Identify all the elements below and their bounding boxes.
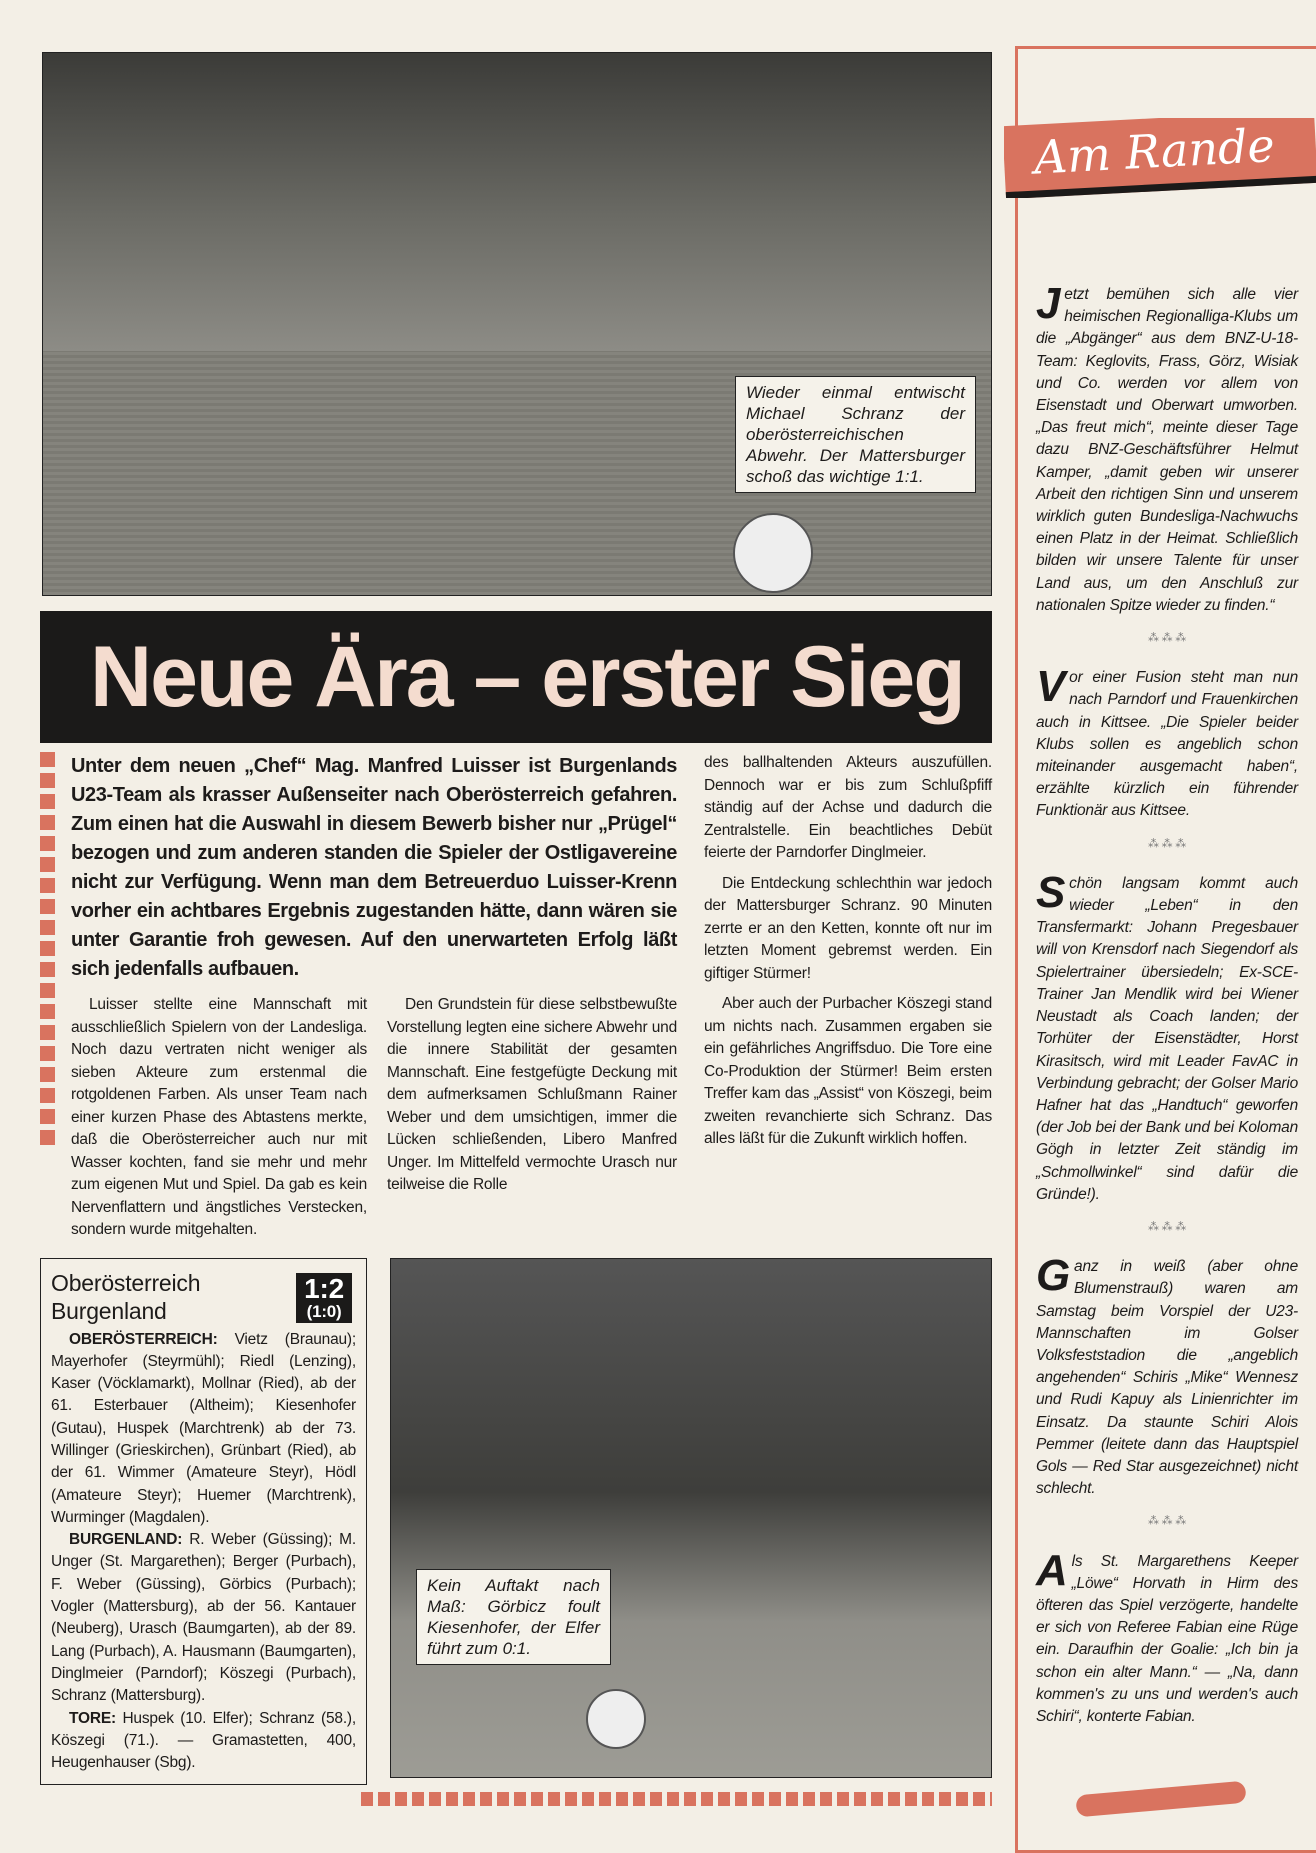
red-square [40,962,55,977]
red-square-strip [361,1792,992,1806]
article-area [40,752,992,1806]
body-column-3 [704,752,992,1250]
photo-caption: Kein Auftakt nach Maß: Görbicz foult Kiesenhofer, der Elfer führt zum 0:1. [416,1569,611,1665]
home-label: OBERÖSTERREICH: [69,1330,218,1348]
match-result-box [40,1258,367,1786]
red-square-column [40,752,55,1250]
red-square [40,878,55,893]
separator-stars: ⁂ ⁂ ⁂ [1147,1515,1187,1528]
goals-text: Huspek (10. Elfer); Schranz (58.), Köszegi (71.). — Gramastetten, 400, Heugenhauser (Sbg). [51,1709,356,1772]
sidebar-item [1036,1545,1298,1729]
sidebar-item [1036,867,1298,1206]
red-square [40,1025,55,1040]
sidebar-item-text: etzt bemühen sich alle vier heimischen Regionalliga-Klubs um die „Abgänger“ aus dem BNZ-U-18-Team: Keglovits, Frass, Görz, Wisiak und Co. werden vor allem von Eisenstadt und Oberwart umworben. „Das freut mich“, meinte dieser Tage dazu BNZ-Geschäftsführer Helmut Kamper, „damit geben wir unserer Arbeit den richtigen Sinn und unserem wirklich guten Bundesliga-Nachwuchs einen Platz in der Heimat. Schließlich bilden wir unsere Talente für unser Land aus, um den Anschluß zur nationalen Spitze wieder zu finden.“ [1036,286,1298,614]
home-lineup [51,1329,356,1530]
sidebar-am-rande [1015,46,1316,1853]
separator-stars: ⁂ ⁂ ⁂ [1147,632,1187,645]
red-square [40,857,55,872]
sidebar-title: Am Rande [1004,118,1316,198]
red-square [40,941,55,956]
sidebar-item-text: chön langsam kommt auch wieder „Leben“ in den Transfermarkt: Johann Pregesbauer will von Krensdorf nach Siegendorf als Spielertrainer übersiedeln; Ex-SCE-Trainer Jan Mendlik wird bei Wiener Neustadt als Coach landen; der Torhüter der Eisenstädter, Horst Kirasitsch, wird mit Leader FavAC in Verbindung gebracht; der Golser Mario Hafner hat das „Handtuch“ geworfen (der Job bei der Bank und bei Koloman Gögh in letzter Zeit ständig im „Schmollwinkel“ sind dafür die Gründe!). [1036,874,1298,1203]
drop-cap: J [1036,279,1061,328]
headline-bar [40,611,992,743]
article-left [71,752,677,1250]
sidebar-item-text: ls St. Margarethens Keeper „Löwe“ Horvath in Hirm des öfteren das Spiel verzögerte, handelte er sich von Referee Fabian eine Rüge ein. Daraufhin der Goalie: „Ich bin ja schon ein alter Mann.“ — „Na, dann kommen's zu uns und werden's auch Schiri“, konterte Fabian. [1036,1552,1298,1725]
home-lineup-text: Vietz (Braunau); Mayerhofer (Steyrmühl); Riedl (Lenzing), Kaser (Vöcklamarkt), Mollnar (Ried), ab der 61. Esterbauer (Altheim); Kiesenhofer (Gutau), Huspek (Marchtrenk) ab der 73. Willinger (Grieskirchen), Grünbart (Ried), ab der 61. Wimmer (Amateure Steyr), Hödl (Amateure Steyr); Huemer (Marchtrenk), Wurminger (Magdalen). [51,1330,356,1526]
away-lineup-text: R. Weber (Güssing); M. Unger (St. Margarethen); Berger (Purbach), F. Weber (Güssing), Görbics (Purbach); Vogler (Mattersburg), ab der 56. Kantauer (Neuberg), Urasch (Baumgarten), ab der 89. Lang (Purbach), A. Hausmann (Baumgarten), Dinglmeier (Parndorf); Köszegi (Purbach), Schranz (Mattersburg). [51,1531,356,1705]
red-square [40,1130,55,1145]
bottom-photo [390,1258,992,1778]
score-badge [296,1273,352,1323]
football [586,1689,646,1749]
body-paragraph: des ballhaltenden Akteurs auszufüllen. Dennoch war er bis zum Schlußpfiff ständig auf der Achse und dadurch die Zentralstelle. Ein beachtliches Debüt feierte der Parndorfer Dinglmeier. [704,754,992,861]
body-paragraph: Die Entdeckung schlechthin war jedoch der Mattersburger Schranz. 90 Minuten zerrte er an den Ketten, konnte oft nur im letzten Moment gebremst werden. Ein giftiger Stürmer! [704,874,992,982]
red-square [40,836,55,851]
sidebar-item [1036,279,1298,617]
separator-stars: ⁂ ⁂ ⁂ [1147,1220,1187,1233]
red-square [40,1088,55,1103]
drop-cap: V [1036,662,1066,712]
body-columns [71,994,677,1250]
drop-cap: G [1036,1251,1071,1301]
brush-stroke [1075,1781,1246,1818]
sidebar-item [1036,1251,1298,1500]
drop-cap: S [1036,867,1066,917]
home-team: Oberösterreich [51,1269,201,1296]
red-square [40,899,55,914]
red-square [40,773,55,788]
body-column-1 [71,994,367,1250]
red-square [40,1109,55,1124]
sidebar-item [1036,662,1298,822]
sidebar-item-text: or einer Fusion steht man nun nach Parndorf und Frauenkirchen auch in Kittsee. „Die Spieler beider Klubs sollen es angeblich schon miteinander ausgemacht haben“, erzählte kürzlich ein führender Funktionär aus Kittsee. [1036,669,1298,820]
top-photo [42,52,992,596]
sidebar-text [1036,279,1298,1728]
photo-caption: Wieder einmal entwischt Michael Schranz der oberösterreichischen Abwehr. Der Mattersburger schoß das wichtige 1:1. [735,376,976,493]
bottom-photo-wrap [390,1258,992,1806]
red-square [40,794,55,809]
red-square [40,1067,55,1082]
away-team: Burgenland [51,1297,167,1324]
lead-paragraph: Unter dem neuen „Chef“ Mag. Manfred Luisser ist Burgenlands U23-Team als krasser Außenseiter nach Oberösterreich gefahren. Zum einen hat die Auswahl in diesem Bewerb bisher nur „Prügel“ bezogen und zum anderen standen die Spieler der Ostligavereine nicht zur Verfügung. Wenn man dem Betreuerduo Luisser-Krenn vorher ein achtbares Ergebnis zugestanden hätte, dann wären sie unter Garantie froh gewesen. Auf den unerwarteten Erfolg läßt sich jedenfalls aufbauen. [71,755,677,980]
goals-label: TORE: [69,1709,116,1727]
away-label: BURGENLAND: [69,1531,183,1549]
red-square [40,1046,55,1061]
body-paragraph: Luisser stellte eine Mannschaft mit ausschließlich Spielern von der Landesliga. Noch dazu vertraten nicht weniger als sieben Akteure zum erstenmal die rotgoldenen Farben. Als unser Team nach einer kurzen Phase des Abtastens merkte, daß die Oberösterreicher auch nur mit Wasser kochten, fand sie mehr und mehr zum eigenen Mut und Spiel. Da gab es kein Nervenflattern und ängstliches Verstecken, sondern wurde mitgehalten. [71,996,367,1238]
red-square [40,1004,55,1019]
drop-cap: A [1036,1545,1068,1595]
body-paragraph: Aber auch der Purbacher Köszegi stand um nichts nach. Zusammen ergaben sie ein gefährliches Angriffsduo. Die Tore eine Co-Produktion der Stürmer! Beim ersten Treffer kam das „Assist“ von Köszegi, beim zweiten revanchierte sich Schranz. Das alles läßt für die Zukunft wirklich hoffen. [704,995,992,1147]
body-paragraph: Den Grundstein für diese selbstbewußte Vorstellung legten eine sichere Abwehr und die innere Stabilität der gesamten Mannschaft. Eine festgefügte Deckung mit dem aufmerksamen Schlußmann Rainer Weber und dem umsichtigen, immer die Lücken schließenden, Libero Manfred Unger. Im Mittelfeld vermochte Urasch nur teilweise die Rolle [387,996,677,1193]
away-lineup [51,1529,356,1707]
red-square [40,752,55,767]
football [733,513,813,593]
final-score: 1:2 [304,1272,344,1304]
sidebar-item-text: anz in weiß (aber ohne Blumenstrauß) waren am Samstag beim Vorspiel der U23-Mannschaften im Golser Volksfeststadion die „angeblich angehenden“ Schiris „Mike“ Wennesz und Rudi Kapuy als Linienrichter im Einsatz. Da staunte Schiri Alois Pemmer (leitete dann das Hauptspiel Gols — Red Star ausgezeichnet) nicht schlecht. [1036,1258,1298,1498]
goals [51,1708,356,1775]
article-top-row [40,752,992,1250]
sidebar-banner-wrap [1004,118,1316,198]
red-square [40,983,55,998]
headline: Neue Ära – erster Sieg [90,628,964,725]
body-column-2 [387,994,677,1250]
halftime-score: (1:0) [306,1301,342,1321]
red-square [40,815,55,830]
red-square [40,920,55,935]
article-bottom-row [40,1258,992,1806]
separator-stars: ⁂ ⁂ ⁂ [1147,837,1187,850]
